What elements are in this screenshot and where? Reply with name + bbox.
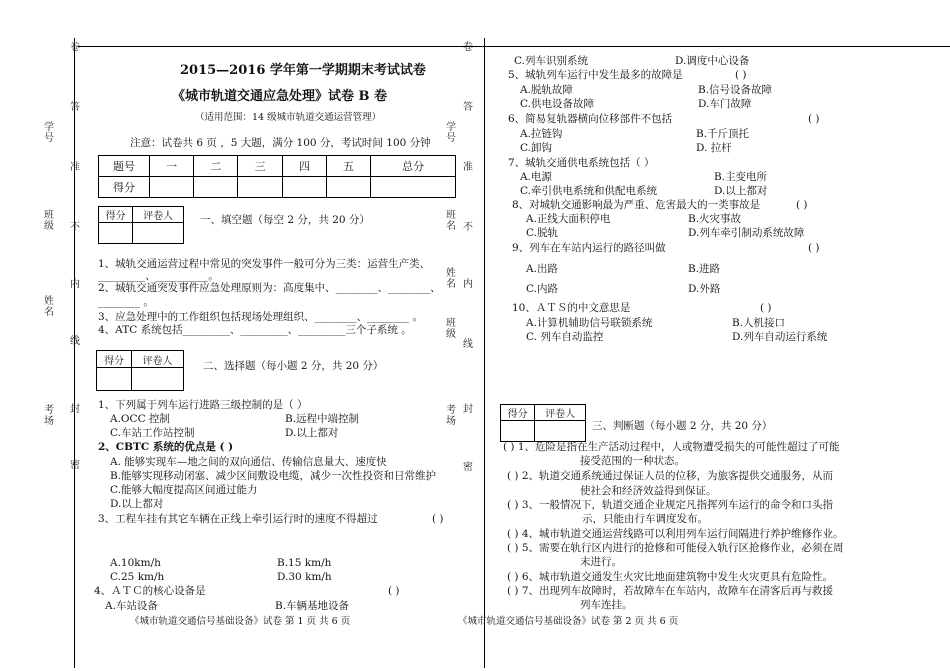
grader-reviewer-cell[interactable]	[535, 421, 586, 442]
grader-box-1	[98, 206, 184, 244]
page1-footer: 《城市轨道交通信号基础设备》试卷 第 1 页 共 6 页	[130, 616, 351, 627]
fill-item: 2、城轨交通突发事件应急处理原则为：高度集中、________、________、	[98, 282, 441, 294]
choice-option: C.能够大幅度提高区间通过能力	[110, 484, 258, 496]
judge-item: ( ) 3、一般情况下，轨道交通企业规定凡指挥列车运行的命令和口头指	[507, 499, 834, 511]
choice-question: 2、CBTC 系统的优点是 ( )	[98, 441, 234, 453]
answer-bracket[interactable]: ( )	[808, 242, 820, 254]
choice-option: D.以上都对	[714, 185, 768, 197]
score-cell[interactable]	[194, 177, 238, 198]
choice-option: A.10km/h	[110, 557, 161, 569]
grader-reviewer-label: 评卷人	[132, 351, 184, 368]
binding-line	[74, 38, 75, 668]
choice-option: A.出路	[526, 263, 558, 275]
choice-question: 5、城轨列车运行中发生最多的故障是	[508, 69, 683, 81]
choice-option: D.以上都对	[285, 427, 339, 439]
binding-mark: 不	[70, 222, 80, 233]
binding-mark: 不	[463, 222, 473, 233]
binding-mark: 线	[70, 336, 80, 347]
fill-item: 1、城轨交通运营过程中常见的突发事件一般可分为三类：运营生产类、	[98, 258, 431, 270]
exam-subtitle: 《城市轨道交通应急处理》试卷 B 卷	[172, 89, 388, 104]
student-id-label: 学号	[44, 122, 54, 144]
exam-notice: 注意：试卷共 6 页 ，5 大题，满分 100 分，考试时间 100 分钟	[130, 137, 431, 149]
choice-option: C.车站工作站控制	[110, 427, 195, 439]
judge-item-cont: 末进行。	[580, 556, 622, 568]
answer-bracket[interactable]: ( )	[796, 199, 808, 211]
answer-bracket[interactable]: ( )	[735, 69, 747, 81]
exam-title: 2015—2016 学年第一学期期末考试试卷	[180, 63, 426, 78]
score-table-header: 三	[238, 156, 282, 177]
grader-box-3	[500, 404, 586, 442]
binding-mark: 线	[463, 339, 473, 350]
grader-score-label: 得分	[97, 351, 132, 368]
choice-option: B.千斤顶托	[696, 128, 750, 140]
grader-score-cell[interactable]	[97, 368, 132, 391]
choice-question: 1、下列属于列车运行进路三级控制的是（ ）	[98, 399, 308, 411]
section3-heading: 三、判断题（每小题 2 分，共 20 分）	[592, 420, 773, 432]
judge-item: ( ) 4、城市轨道交通运营线路可以利用列车运行间隔进行养护维修作业。	[507, 528, 844, 540]
score-table-header: 一	[150, 156, 194, 177]
choice-option: B.远程中端控制	[285, 413, 360, 425]
choice-option: A.脱轨故障	[520, 84, 573, 96]
judge-item: ( ) 7、出现列车故障时，若故障车在车站内，故障车在清客后再与救援	[507, 585, 834, 597]
grader-score-cell[interactable]	[99, 223, 133, 244]
choice-option: D.30 km/h	[277, 571, 332, 583]
choice-question: 6、简易复轨器横向位移部件不包括	[508, 113, 673, 125]
section1-heading: 一、填空题（每空 2 分，共 20 分）	[200, 214, 370, 226]
choice-question: 9、列车在车站内运行的路径叫做	[512, 242, 666, 254]
grader-reviewer-cell[interactable]	[133, 223, 184, 244]
choice-question: 10、ＡＴＳ的中文意思是	[512, 302, 631, 314]
exam-room-label: 考场	[446, 405, 456, 427]
binding-mark: 封	[70, 404, 80, 415]
choice-option: B.进路	[688, 263, 721, 275]
score-row-label: 得分	[99, 177, 150, 198]
choice-option: D.外路	[688, 283, 721, 295]
choice-option: A.OCC 控制	[110, 413, 170, 425]
binding-mark: 密	[70, 460, 80, 471]
answer-bracket[interactable]: ( )	[432, 513, 444, 525]
choice-option: A.电源	[520, 171, 552, 183]
binding-mark: 卷	[463, 42, 473, 53]
choice-option: B.15 km/h	[277, 557, 332, 569]
choice-question: 8、对城轨交通影响最为严重、危害最大的一类事故是	[512, 199, 761, 211]
choice-option: B.主变电所	[714, 171, 768, 183]
judge-item-cont: 列车连挂。	[580, 599, 633, 611]
binding-mark: 密	[463, 462, 473, 473]
name-label: 姓名	[446, 268, 456, 290]
choice-option: B.人机接口	[732, 317, 786, 329]
fill-item: ________ 。	[98, 296, 154, 308]
score-cell[interactable]	[238, 177, 282, 198]
choice-question: 7、城轨交通供电系统包括（ ）	[508, 157, 655, 169]
judge-item: ( ) 6、城市轨道交通发生火灾比地面建筑物中发生火灾更具有危险性。	[507, 571, 834, 583]
choice-option: D.车门故障	[698, 98, 752, 110]
class-label: 班级	[446, 318, 456, 340]
top-rule	[78, 46, 950, 47]
score-table-header: 四	[282, 156, 326, 177]
choice-option: A.拉链钩	[520, 128, 563, 140]
choice-option: C.脱轨	[526, 227, 558, 239]
choice-option: D.列车自动运行系统	[732, 331, 828, 343]
binding-mark: 内	[70, 279, 80, 290]
choice-option: A. 能够实现车—地之间的双向通信、传输信息量大、速度快	[110, 456, 387, 468]
binding-mark: 内	[463, 279, 473, 290]
choice-option: B.车辆基地设备	[275, 600, 350, 612]
section2-heading: 二、选择题（每小题 2 分，共 20 分）	[203, 360, 384, 372]
choice-option: C. 列车自动监控	[526, 331, 604, 343]
choice-question: 4、ＡＴＣ的核心设备是	[94, 585, 206, 597]
score-table-header: 五	[326, 156, 370, 177]
binding-mark: 答	[463, 102, 473, 113]
choice-option: C.供电设备故障	[520, 98, 594, 110]
choice-option: B.信号设备故障	[698, 84, 773, 96]
choice-option: C.列车识别系统	[514, 55, 588, 67]
exam-scope: （适用范围：14 级城市轨道交通运营管理）	[195, 112, 382, 123]
grader-box-2	[96, 350, 184, 391]
grader-score-label: 得分	[99, 207, 133, 223]
grader-reviewer-cell[interactable]	[132, 368, 184, 391]
judge-item-cont: 接受范围的一种状态。	[580, 455, 685, 467]
binding-mark: 封	[463, 404, 473, 415]
choice-option: C.卸钩	[520, 142, 552, 154]
grader-score-cell[interactable]	[501, 421, 535, 442]
binding-mark: 准	[463, 162, 473, 173]
judge-item-cont: 示，只能由行车调度发布。	[582, 513, 708, 525]
choice-option: C.牵引供电系统和供配电系统	[520, 185, 657, 197]
answer-bracket[interactable]: ( )	[760, 302, 772, 314]
choice-option: A.车站设备	[105, 600, 158, 612]
score-cell[interactable]	[326, 177, 370, 198]
choice-question: 3、工程车挂有其它车辆在正线上牵引运行时的速度不得超过	[98, 513, 378, 525]
name-label: 姓名	[44, 296, 54, 318]
student-id-label: 学号	[446, 122, 456, 144]
score-table-header: 二	[194, 156, 238, 177]
choice-option: D. 拉杆	[696, 142, 732, 154]
binding-mark: 答	[70, 102, 80, 113]
choice-option: C.25 km/h	[110, 571, 165, 583]
choice-option: C.内路	[526, 283, 558, 295]
choice-option: B.火灾事故	[688, 213, 742, 225]
fill-item: 3、应急处理中的工作组织包括现场处理组织、________、________ 。	[98, 311, 424, 323]
judge-item-cont: 使社会和经济效益得到保证。	[580, 485, 717, 497]
judge-item: ( ) 5、需要在轨行区内进行的抢修和可能侵入轨行区抢修作业，必须在周	[507, 542, 844, 554]
score-cell[interactable]	[150, 177, 194, 198]
answer-bracket[interactable]: ( )	[388, 585, 400, 597]
fill-item: _________、__________。	[98, 270, 219, 282]
score-table-header: 题号	[99, 156, 150, 177]
judge-item: ( ) 1、危险是指在生产活动过程中，人或物遭受损失的可能性超过了可能	[503, 441, 840, 453]
choice-option: A.正线大面积停电	[526, 213, 611, 225]
binding-mark: 准	[70, 162, 80, 173]
choice-option: B.能够实现移动闭塞、减少区间敷设电缆，减少一次性投资和日常维护	[110, 470, 437, 482]
fill-item: 4、ATC 系统包括_________、_________、_________三个子系统 。	[98, 324, 412, 336]
score-cell[interactable]	[371, 177, 456, 198]
choice-option: D.以上都对	[110, 498, 164, 510]
binding-mark: 卷	[70, 42, 80, 53]
answer-bracket[interactable]: ( )	[808, 113, 820, 125]
grader-score-label: 得分	[501, 405, 535, 421]
binding-line	[484, 38, 485, 668]
class-label: 班级	[44, 210, 54, 232]
exam-room-label: 考场	[44, 405, 54, 427]
page2-footer: 《城市轨道交通信号基础设备》试卷 第 2 页 共 6 页	[458, 616, 679, 627]
score-table-header: 总分	[371, 156, 456, 177]
choice-option: A.计算机辅助信号联锁系统	[526, 317, 653, 329]
judge-item: ( ) 2、轨道交通系统通过保证人员的位移，为旅客提供交通服务，从而	[507, 470, 834, 482]
class-name-label: 班名	[446, 210, 456, 232]
choice-option: D.列车牵引制动系统故障	[688, 227, 805, 239]
grader-reviewer-label: 评卷人	[133, 207, 184, 223]
grader-reviewer-label: 评卷人	[535, 405, 586, 421]
score-cell[interactable]	[282, 177, 326, 198]
score-table	[98, 155, 456, 198]
choice-option: D.调度中心设备	[675, 55, 750, 67]
